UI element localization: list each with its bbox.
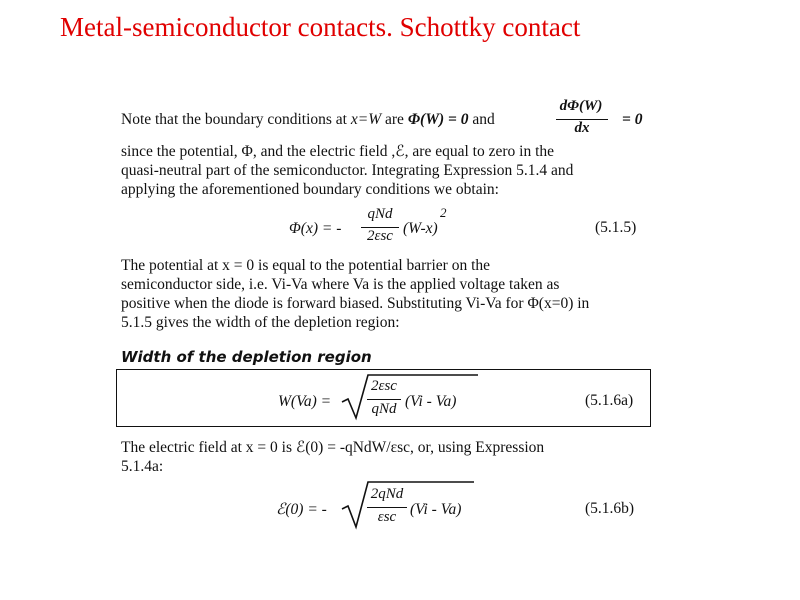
p3-line2: 5.1.4a: xyxy=(121,458,164,475)
p2-line2: semiconductor side, i.e. Vi-Va where Va is the applied voltage taken as xyxy=(121,276,560,293)
p1-line1-text-e: and xyxy=(468,111,495,128)
p1-frac-numerator: dΦ(W) xyxy=(559,98,603,114)
eq516a-numerator: 2εsc xyxy=(371,378,397,394)
eq516b-rhs: (Vi - Va) xyxy=(410,501,462,518)
p2-line4: 5.1.5 gives the width of the depletion region: xyxy=(121,314,400,331)
eq515-exponent: 2 xyxy=(440,205,447,220)
eq516a-frac-line xyxy=(367,399,401,400)
eq516a-rhs: (Vi - Va) xyxy=(405,393,457,410)
eq515-denominator: 2εsc xyxy=(367,228,393,244)
eq515-lhs: Φ(x) = - xyxy=(289,220,342,237)
p1-line1-equals: = 0 xyxy=(622,111,643,128)
section-heading: Width of the depletion region xyxy=(121,348,372,366)
eq516b-denominator: εsc xyxy=(377,509,397,525)
p1-line1-text-a: Note that the boundary conditions at xyxy=(121,111,351,128)
p1-line1-condition: Φ(W) = 0 xyxy=(407,111,469,128)
p2-line1: The potential at x = 0 is equal to the potential barrier on the xyxy=(121,257,491,274)
eq516b-frac-line xyxy=(367,507,407,508)
eq516b-numerator: 2qNd xyxy=(370,486,404,502)
eq515-rhs: (W-x) xyxy=(403,220,438,237)
eq516b-number: (5.1.6b) xyxy=(585,500,635,517)
slide-title: Metal-semiconductor contacts. Schottky contact xyxy=(60,12,581,42)
eq516a-number: (5.1.6a) xyxy=(585,392,634,409)
p1-line2: since the potential, Φ, and the electric field ,ℰ, are equal to zero in the xyxy=(121,143,555,160)
eq516b-lhs: ℰ(0) = - xyxy=(276,501,327,518)
p1-line1 xyxy=(121,110,495,129)
eq516a-denominator: qNd xyxy=(371,401,397,417)
p1-frac-denominator: dx xyxy=(574,120,590,136)
p1-line4: applying the aforementioned boundary conditions we obtain: xyxy=(121,181,499,198)
eq516a-lhs: W(Va) = xyxy=(278,393,332,410)
p3-line1: The electric field at x = 0 is ℰ(0) = -qNdW/εsc, or, using Expression xyxy=(121,439,545,456)
p1-line1-var-x: x=W xyxy=(350,111,382,128)
p1-line1-text-c: are xyxy=(381,111,408,128)
eq515-numerator: qNd xyxy=(367,206,393,222)
eq515-number: (5.1.5) xyxy=(595,219,637,236)
p1-line3: quasi-neutral part of the semiconductor. Integrating Expression 5.1.4 and xyxy=(121,162,574,179)
p2-line3: positive when the diode is forward biased. Substituting Vi-Va for Φ(x=0) in xyxy=(121,295,590,312)
